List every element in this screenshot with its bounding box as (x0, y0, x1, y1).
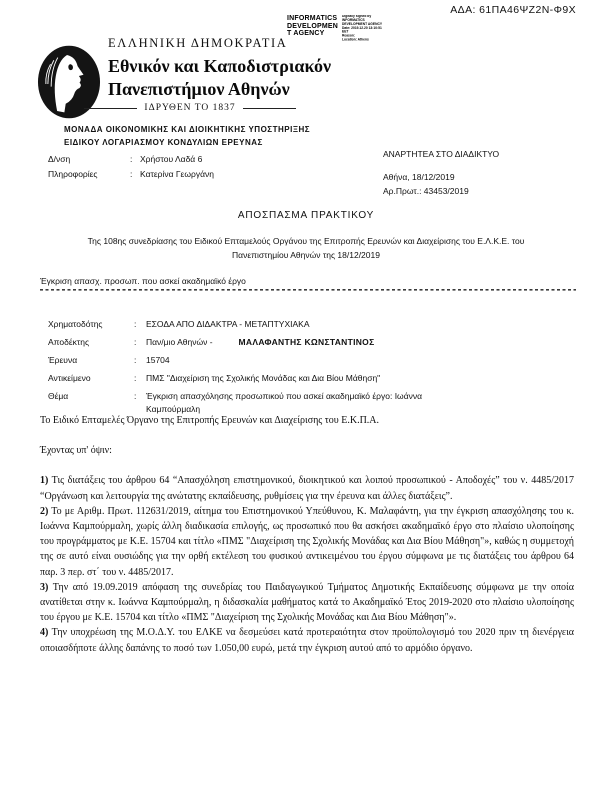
funder-label: Χρηματοδότης (48, 319, 103, 329)
paragraph-3-number: 3) (40, 581, 49, 593)
ada-code: ΑΔΑ: 61ΠΑ46ΨΖ2Ν-Φ9Χ (450, 4, 576, 16)
web-posting-note: ΑΝΑΡΤΗΤΕΑ ΣΤΟ ΔΙΑΔΙΚΤΥΟ (383, 149, 500, 159)
signing-agency-name (287, 15, 338, 38)
paragraph-2-number: 2) (40, 505, 49, 517)
address-value: Χρήστου Λαδά 6 (140, 154, 203, 164)
dotted-divider (40, 289, 576, 291)
signature-line: Reason: (342, 34, 356, 38)
body-intro: Το Ειδικό Επταμελές Όργανο της Επιτροπής Ερευνών και Διαχείρισης του Ε.Κ.Π.Α. (40, 415, 380, 426)
paragraph-2-text: Το με Αριθμ. Πρωτ. 112631/2019, αίτημα του Επιστημονικού Υπεύθυνου, Κ. Μαλαφάντη, για την έγκριση απασχόλησης του κ. Ιωάννα Καμπούρμαλη, χωρίς άλλη διαδικασία επιλογής, ως προσωπικό που θα ασκήσει ακαδημαϊκό έργο στο πλαίσιο υλοποίησης του προγράμματος με Κ.Ε. 15704 και τίτλο «ΠΜΣ "Διαχείριση της Σχολικής Μονάδας και Δια Βίου Μάθηση"», καθώς η συμμετοχή της σε αυτό είναι ουσιώδης για την ορθή εκτέλεση του φυσικού αντικειμένου του έργου σύμφωνα με τις διατάξεις του άρθρου 64 παρ. 3 περ. στ΄ του ν. 4485/2017. (40, 505, 574, 578)
recipient-prefix: Παν/μιο Αθηνών - (146, 337, 213, 347)
signature-line: Digitally signed by (342, 15, 372, 19)
theme-label: Θέμα (48, 391, 69, 401)
info-value: Κατερίνα Γεωργάνη (140, 169, 214, 179)
signature-line: Date: 2019.12.20 13:10:51 (342, 26, 382, 30)
colon: : (134, 337, 137, 347)
agency-line: T AGENCY (287, 30, 325, 37)
research-label: Έρευνα (48, 355, 78, 365)
recipient-label: Αποδέκτης (48, 337, 90, 347)
paragraph-4 (40, 625, 574, 655)
field-row-research (48, 354, 446, 367)
signature-details (342, 15, 436, 42)
colon: : (134, 355, 137, 365)
founded-text: ΙΔΡΥΘΕΝ ΤΟ 1837 (144, 103, 236, 113)
session-subtitle: Της 108ης συνεδρίασης του Ειδικού Επταμελούς Οργάνου της Επιτροπής Ερευνών και Διαχείρισης του Ε.Λ.Κ.Ε. του Πανεπιστημίου Αθηνών της 18/12/2019 (87, 236, 525, 260)
meta-block (383, 149, 499, 196)
document-title: ΑΠΟΣΠΑΣΜΑ ΠΡΑΚΤΙΚΟΥ (237, 210, 375, 221)
university-name-line1: Εθνικόν και Καποδιστριακόν (108, 56, 331, 76)
unit-line1: ΜΟΝΑΔΑ ΟΙΚΟΝΟΜΙΚΗΣ ΚΑΙ ΔΙΟΙΚΗΤΙΚΗΣ ΥΠΟΣΤΗΡΙΞΗΣ (64, 125, 311, 134)
signature-line: INFORMATICS (342, 18, 365, 23)
paragraph-2 (40, 504, 574, 580)
founded-rule-left (84, 108, 137, 109)
paragraph-1-text: Τις διατάξεις του άρθρου 64 “Απασχόληση επιστημονικού, διοικητικού και λοιπού προσωπικού - Αποδοχές” του ν. 4485/2017 “Οργάνωση και λειτουργία της ανώτατης εκπαίδευσης, ρυθμίσεις για την έρευνα και άλλες διατάξεις”. (40, 475, 574, 502)
university-name-line2: Πανεπιστήμιον Αθηνών (108, 79, 290, 99)
research-value: 15704 (146, 355, 170, 365)
funder-value: ΕΣΟΔΑ ΑΠΟ ΔΙΔΑΚΤΡΑ - ΜΕΤΑΠΤΥΧΙΑΚΑ (146, 319, 310, 329)
subject-short-line: Έγκριση απασχ. προσωπ. που ασκεί ακαδημαϊκό έργο (40, 276, 246, 286)
founded-line (84, 103, 296, 113)
colon: : (134, 373, 137, 383)
founded-rule-right (243, 108, 296, 109)
republic-title: ΕΛΛΗΝΙΚΗ ΔΗΜΟΚΡΑΤΙΑ (108, 36, 288, 50)
unit-block (64, 124, 310, 149)
object-label: Αντικείμενο (48, 373, 91, 383)
fields-table (48, 318, 446, 421)
colon: : (130, 154, 133, 164)
having-regard-line: Έχοντας υπ' όψιν: (40, 445, 112, 457)
colon: : (130, 169, 133, 179)
signature-line: Location: Athens (342, 38, 369, 42)
object-value: ΠΜΣ "Διαχείριση της Σχολικής Μονάδας και Δια Βίου Μάθηση" (146, 373, 381, 383)
body-text (40, 413, 574, 656)
paragraph-4-text: Την υποχρέωση της Μ.Ο.Δ.Υ. του ΕΛΚΕ να δεσμεύσει κατά προτεραιότητα στον προϋπολογισμό του 2020 πριν τη διενέργεια οποιασδήποτε άλλης δαπάνης το ποσό των 1.050,00 ευρώ, μετά την έγκριση αυτού από το αρμόδιο όργανο. (40, 627, 574, 654)
paragraph-3 (40, 580, 574, 626)
agency-line: INFORMATICS (287, 15, 338, 22)
recipient-name: ΜΑΛΑΦΑΝΤΗΣ ΚΩΝΣΤΑΝΤΙΝΟΣ (238, 337, 375, 347)
unit-line2: ΕΙΔΙΚΟΥ ΛΟΓΑΡΙΑΣΜΟΥ ΚΟΝΔΥΛΙΩΝ ΕΡΕΥΝΑΣ (64, 137, 263, 147)
city-date: Αθήνα, 18/12/2019 (383, 172, 455, 182)
field-row-funder (48, 318, 446, 331)
agency-line: DEVELOPMEN (287, 22, 339, 30)
paragraph-4-number: 4) (40, 627, 49, 639)
field-row-recipient (48, 336, 446, 349)
paragraph-1 (40, 473, 574, 503)
masthead (108, 36, 331, 101)
paragraph-1-number: 1) (40, 475, 49, 487)
theme-value: Έγκριση απασχόλησης προσωπικού που ασκεί ακαδημαϊκό έργο: Ιωάννα Καμπούρμαλη (146, 391, 423, 414)
colon: : (134, 391, 137, 401)
field-row-object (48, 372, 446, 385)
contact-row-address (48, 152, 214, 167)
info-label: Πληροφορίες (48, 169, 98, 179)
paragraph-3-text: Την από 19.09.2019 απόφαση της συνεδρίας του Παιδαγωγικού Τμήματος Δημοτικής Εκπαίδευσης σύμφωνα με την οποία ανατίθεται στην κ. Ιωάννα Καμπούρμαλη, η διδασκαλία μαθήματος κατά το Ακαδημαϊκό Έτος 2019-2020 στο πλαίσιο υλοποίησης του έργου με Κ.Ε. 15704 και τίτλο «ΠΜΣ "Διαχείριση της Σχολικής Μονάδας και Δια Βίου Μάθηση"». (40, 581, 574, 624)
colon: : (134, 319, 137, 329)
recipient-value (146, 336, 446, 349)
signature-line: DEVELOPMENT AGENCY (342, 22, 383, 26)
contact-block (48, 152, 214, 182)
contact-row-info (48, 167, 214, 182)
address-label: Δ/νση (48, 154, 71, 164)
protocol-number: Αρ.Πρωτ.: 43453/2019 (383, 186, 469, 196)
signature-line: EET (342, 30, 349, 34)
